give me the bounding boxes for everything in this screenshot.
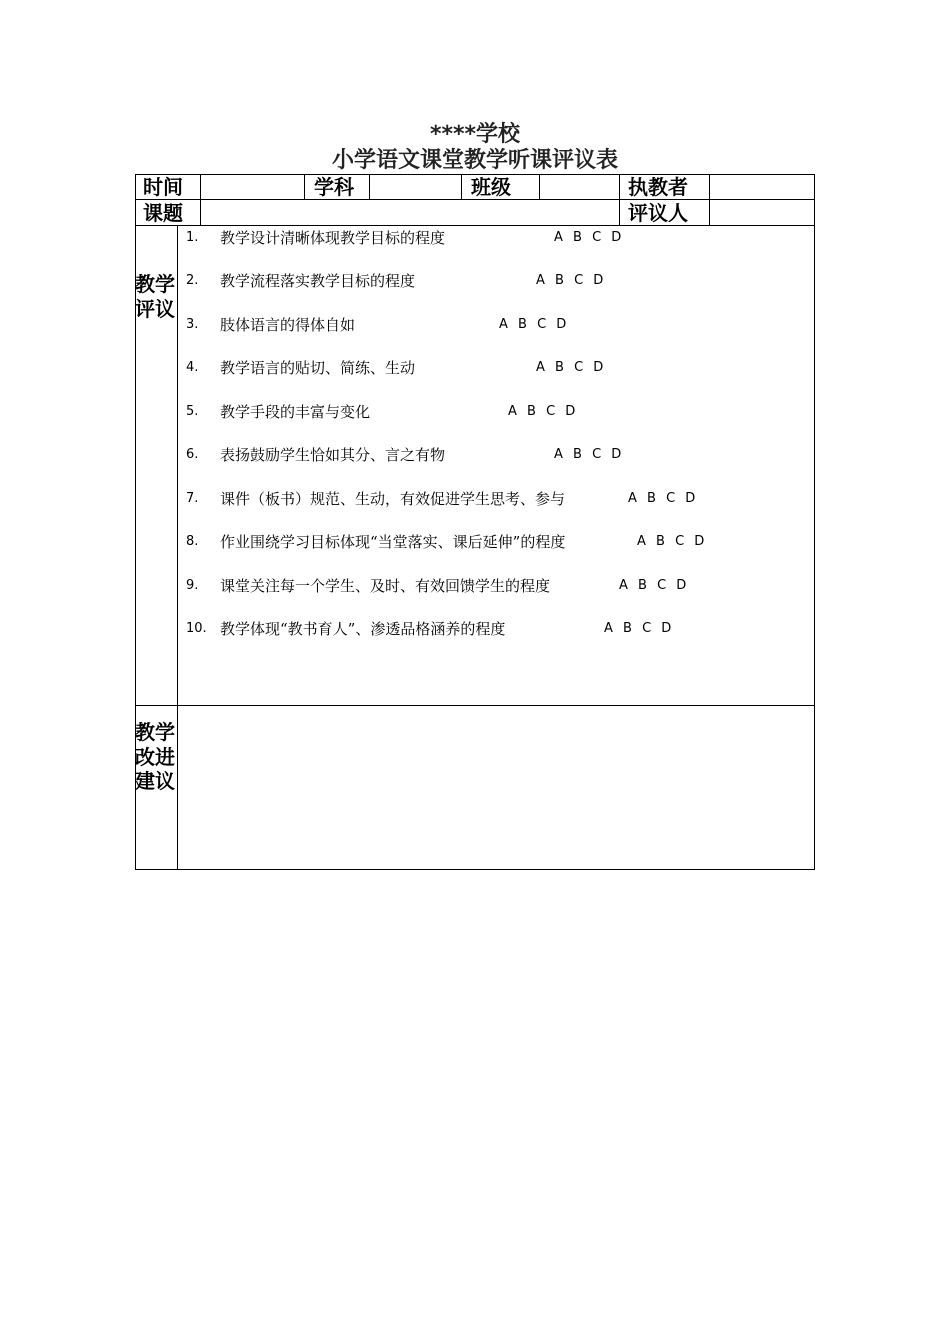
topic-field[interactable] bbox=[201, 201, 619, 225]
subject-label: 学科 bbox=[314, 175, 354, 199]
reviewer-field[interactable] bbox=[710, 201, 814, 225]
subject-field[interactable] bbox=[370, 175, 461, 199]
form-title: 小学语文课堂教学听课评议表 bbox=[331, 148, 618, 173]
class-field[interactable] bbox=[540, 175, 619, 199]
class-label: 班级 bbox=[471, 175, 511, 199]
suggestions-section-label: 教学改进建议 bbox=[135, 720, 175, 793]
teacher-field[interactable] bbox=[710, 175, 814, 199]
evaluation-section-label: 教学评议 bbox=[135, 272, 175, 321]
topic-label: 课题 bbox=[143, 201, 183, 225]
grade-options[interactable]: A B C D bbox=[554, 447, 623, 462]
teacher-label: 执教者 bbox=[628, 175, 688, 199]
school-name: ****学校 bbox=[429, 122, 521, 147]
suggestions-field[interactable] bbox=[178, 706, 814, 869]
grade-options[interactable]: A B C D bbox=[554, 230, 623, 245]
grade-options[interactable]: A B C D bbox=[637, 534, 706, 549]
evaluation-form-table: 时间 学科 班级 执教者 课题 评议人 教学评议 1. 教学设计清晰体现教学目标的程度 A B C D 2. 教学流程落实教学目标的程度 A B C D 3. 肢体语言的得体自如 A B C D 4. 教学语言的贴切、简练、生动 A B C D 5. 教学手段的丰富与变化 A B C D 6. 表扬鼓励学生恰如其分、言之有物 A B C D 7. 课件（板书）规范、生动，有效促进学生思考、参与 A B C D 8. 作业围绕学习目标体现“当堂落实、课后延伸”的程度 A B C D 9. 课堂关注每一个学生、及时、有效回馈学生的程度 A B C D 10. 教学体现“教书育人”、渗透品格涵养的程度 A B C D 教学改进建议 bbox=[135, 174, 815, 870]
grade-options[interactable]: A B C D bbox=[604, 621, 673, 636]
grade-options[interactable]: A B C D bbox=[499, 317, 568, 332]
time-label: 时间 bbox=[143, 175, 183, 199]
reviewer-label: 评议人 bbox=[628, 201, 688, 225]
grade-options[interactable]: A B C D bbox=[508, 404, 577, 419]
time-field[interactable] bbox=[201, 175, 304, 199]
grade-options[interactable]: A B C D bbox=[628, 491, 697, 506]
grade-options[interactable]: A B C D bbox=[536, 360, 605, 375]
grade-options[interactable]: A B C D bbox=[619, 578, 688, 593]
grade-options[interactable]: A B C D bbox=[536, 273, 605, 288]
